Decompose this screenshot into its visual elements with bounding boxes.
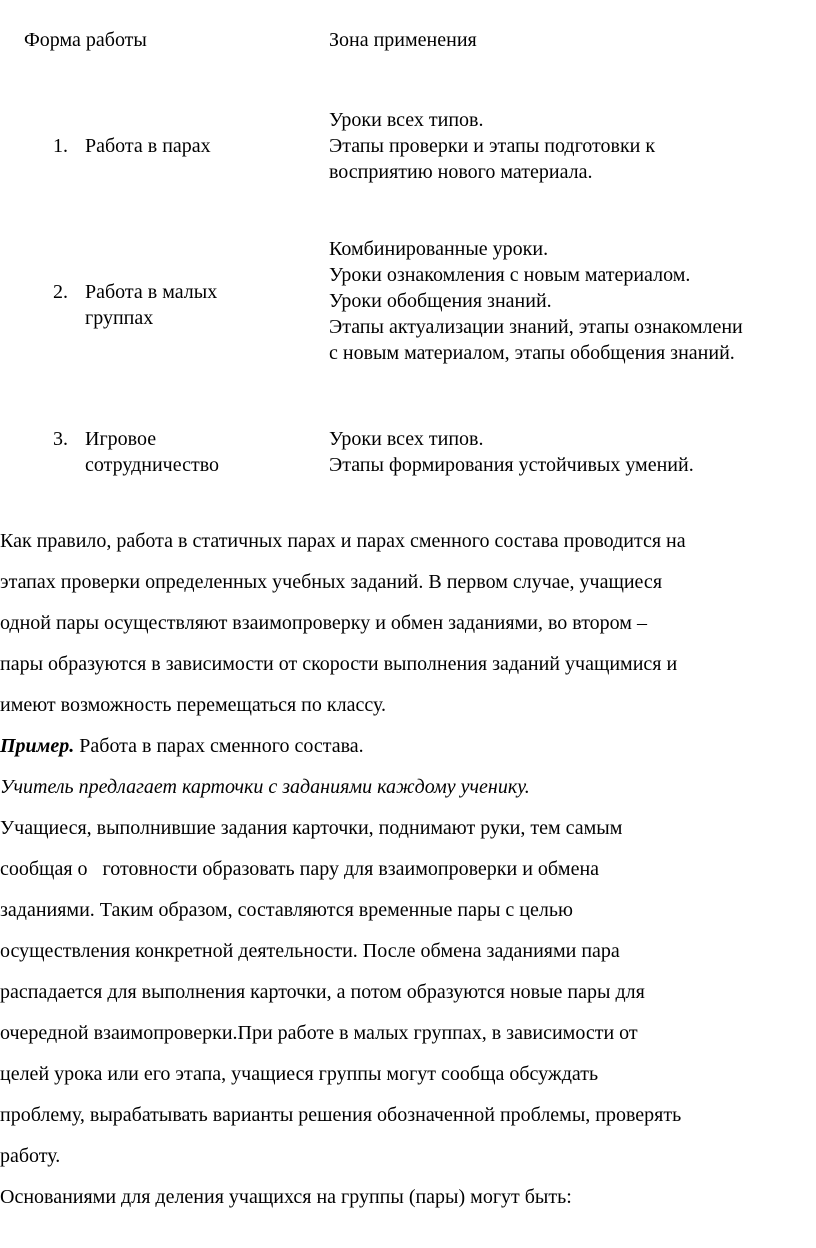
text-line: одной пары осуществляют взаимопроверку и обмен заданиями, во втором – xyxy=(0,612,647,634)
row-zone-line: Уроки ознакомления с новым материалом. xyxy=(329,264,691,286)
example-line xyxy=(0,735,364,758)
text-line: работу. xyxy=(0,1145,61,1167)
row-form-line: сотрудничество xyxy=(85,454,220,476)
row-zone-line: Этапы проверки и этапы подготовки к xyxy=(329,135,656,157)
text-line: проблему, вырабатывать варианты решения обозначенной проблемы, проверять xyxy=(0,1104,682,1126)
row-zone-line: Этапы актуализации знаний, этапы ознакомлени xyxy=(329,316,743,338)
row-zone-line: восприятию нового материала. xyxy=(329,161,593,183)
italic-instruction: Учитель предлагает карточки с заданиями каждому ученику. xyxy=(0,776,530,798)
text-line: очередной взаимопроверки.При работе в малых группах, в зависимости от xyxy=(0,1022,638,1044)
text-line: распадается для выполнения карточки, а потом образуются новые пары для xyxy=(0,981,645,1003)
text-line: осуществления конкретной деятельности. После обмена заданиями пара xyxy=(0,940,620,962)
row-number: 1. xyxy=(53,135,68,157)
row-form-line: Работа в парах xyxy=(85,135,211,157)
text-line: этапах проверки определенных учебных заданий. В первом случае, учащиеся xyxy=(0,571,663,593)
table-header-zone: Зона применения xyxy=(329,29,477,51)
text-line: пары образуются в зависимости от скорости выполнения заданий учащимися и xyxy=(0,653,678,675)
row-form xyxy=(85,279,217,331)
text-line: имеют возможность перемещаться по классу. xyxy=(0,694,386,716)
row-number: 3. xyxy=(53,428,68,450)
text-line: Учащиеся, выполнившие задания карточки, поднимают руки, тем самым xyxy=(0,817,623,839)
row-zone-line: Уроки всех типов. xyxy=(329,428,484,450)
row-zone-line: Уроки обобщения знаний. xyxy=(329,290,552,312)
text-line: заданиями. Таким образом, составляются временные пары с целью xyxy=(0,899,573,921)
row-number: 2. xyxy=(53,281,68,303)
row-zone xyxy=(329,236,816,366)
row-zone xyxy=(329,107,655,185)
text-line: Как правило, работа в статичных парах и парах сменного состава проводится на xyxy=(0,530,686,552)
row-form-line: Работа в малых xyxy=(85,281,218,303)
row-form xyxy=(85,133,211,159)
text-line: сообщая о готовности образовать пару для взаимопроверки и обмена xyxy=(0,858,600,880)
row-zone-line: Комбинированные уроки. xyxy=(329,238,549,260)
example-label: Пример. xyxy=(0,735,75,757)
text-line: целей урока или его этапа, учащиеся группы могут сообща обсуждать xyxy=(0,1063,599,1085)
row-form xyxy=(85,426,219,478)
row-zone xyxy=(329,426,694,478)
row-zone-line: Этапы формирования устойчивых умений. xyxy=(329,454,694,476)
example-text: Работа в парах сменного состава. xyxy=(74,735,364,757)
row-zone-line: с новым материалом, этапы обобщения знаний. xyxy=(329,342,735,364)
row-form-line: группах xyxy=(85,307,154,329)
row-zone-line: Уроки всех типов. xyxy=(329,109,484,131)
table-header-form: Форма работы xyxy=(24,29,147,51)
row-form-line: Игровое xyxy=(85,428,157,450)
closing-line: Основаниями для деления учащихся на группы (пары) могут быть: xyxy=(0,1186,572,1208)
